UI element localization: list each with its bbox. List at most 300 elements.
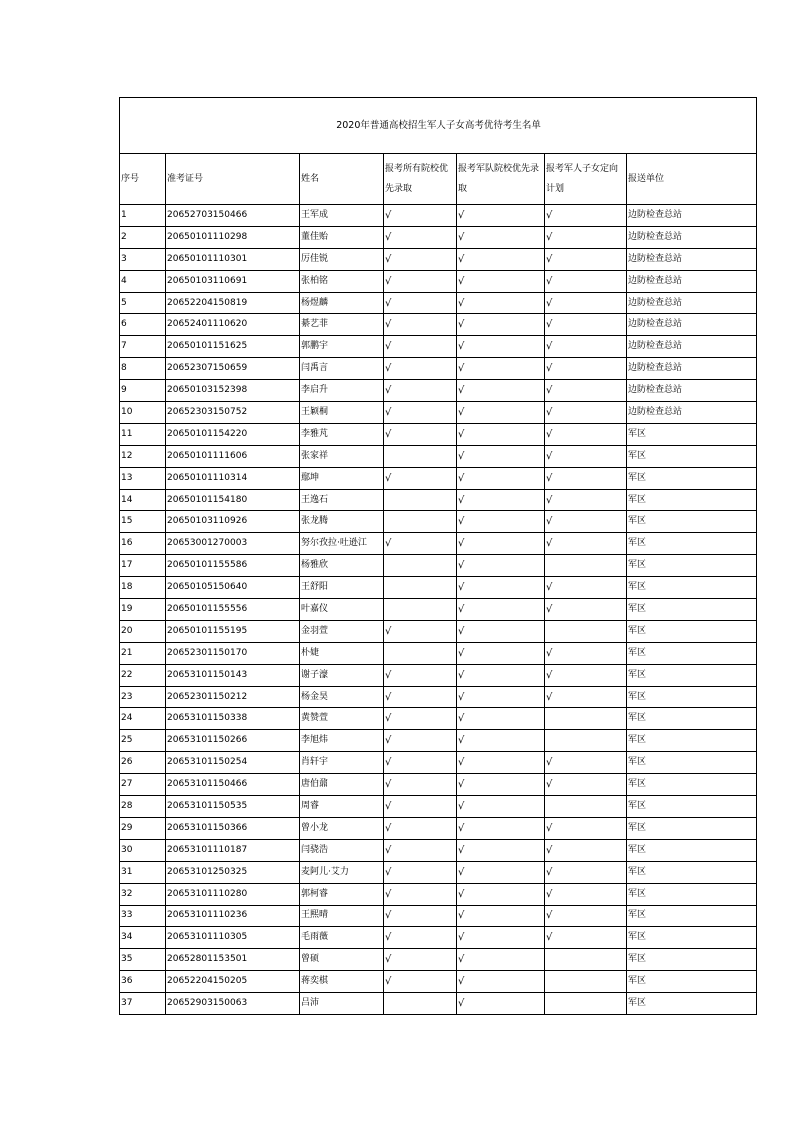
cell-all-colleges: √ [384,927,457,949]
table-row [120,993,757,1015]
cell-unit: 军区 [627,599,757,621]
cell-directed-plan: √ [545,883,627,905]
cell-name: 吕沛 [300,993,384,1015]
cell-no: 32 [120,883,166,905]
cell-unit: 军区 [627,511,757,533]
cell-exam-id: 20652204150819 [166,292,300,314]
table-row [120,839,757,861]
cell-exam-id: 20650103152398 [166,380,300,402]
table-row [120,445,757,467]
cell-all-colleges: √ [384,358,457,380]
cell-unit: 军区 [627,774,757,796]
table-row [120,686,757,708]
cell-no: 21 [120,642,166,664]
cell-unit: 军区 [627,905,757,927]
cell-unit: 军区 [627,555,757,577]
cell-military-colleges: √ [457,774,545,796]
cell-all-colleges: √ [384,292,457,314]
cell-name: 李雅芃 [300,423,384,445]
table-row [120,730,757,752]
cell-name: 金羽萱 [300,620,384,642]
cell-exam-id: 20653101110187 [166,839,300,861]
header-all-colleges: 报考所有院校优先录取 [384,154,457,205]
cell-name: 王熙晴 [300,905,384,927]
cell-military-colleges: √ [457,423,545,445]
table-row [120,467,757,489]
cell-directed-plan: √ [545,358,627,380]
cell-military-colleges: √ [457,796,545,818]
table-row [120,861,757,883]
cell-no: 35 [120,949,166,971]
cell-exam-id: 20650101110298 [166,226,300,248]
cell-exam-id: 20650101155195 [166,620,300,642]
cell-unit: 军区 [627,686,757,708]
cell-no: 1 [120,205,166,227]
header-row [120,154,757,205]
cell-directed-plan [545,949,627,971]
cell-no: 22 [120,664,166,686]
cell-unit: 军区 [627,883,757,905]
cell-unit: 军区 [627,730,757,752]
cell-all-colleges [384,489,457,511]
cell-name: 綦艺菲 [300,314,384,336]
cell-all-colleges [384,555,457,577]
cell-directed-plan: √ [545,423,627,445]
cell-no: 11 [120,423,166,445]
cell-exam-id: 20653101110305 [166,927,300,949]
table-row [120,796,757,818]
table-row [120,817,757,839]
cell-all-colleges: √ [384,796,457,818]
table-row [120,599,757,621]
cell-unit: 军区 [627,708,757,730]
cell-name: 李旭炜 [300,730,384,752]
cell-unit: 军区 [627,796,757,818]
cell-unit: 军区 [627,642,757,664]
cell-unit: 军区 [627,752,757,774]
cell-no: 17 [120,555,166,577]
cell-all-colleges [384,993,457,1015]
cell-name: 杨雅欣 [300,555,384,577]
cell-all-colleges: √ [384,533,457,555]
cell-all-colleges: √ [384,314,457,336]
cell-all-colleges: √ [384,423,457,445]
table-row [120,336,757,358]
cell-military-colleges: √ [457,883,545,905]
cell-directed-plan: √ [545,205,627,227]
table-row [120,927,757,949]
cell-exam-id: 20653101150143 [166,664,300,686]
cell-no: 9 [120,380,166,402]
cell-name: 王舒阳 [300,577,384,599]
cell-military-colleges: √ [457,314,545,336]
cell-military-colleges: √ [457,248,545,270]
cell-unit: 边防检查总站 [627,358,757,380]
cell-all-colleges: √ [384,839,457,861]
cell-unit: 边防检查总站 [627,205,757,227]
cell-name: 张龙腾 [300,511,384,533]
cell-exam-id: 20652703150466 [166,205,300,227]
cell-directed-plan [545,620,627,642]
cell-no: 20 [120,620,166,642]
table-row [120,358,757,380]
table-row [120,402,757,424]
cell-no: 28 [120,796,166,818]
cell-military-colleges: √ [457,971,545,993]
cell-military-colleges: √ [457,686,545,708]
table-row [120,226,757,248]
cell-name: 麦阿儿·艾力 [300,861,384,883]
table-row [120,664,757,686]
cell-exam-id: 20650103110926 [166,511,300,533]
cell-military-colleges: √ [457,927,545,949]
cell-no: 18 [120,577,166,599]
cell-all-colleges: √ [384,774,457,796]
cell-all-colleges [384,445,457,467]
cell-directed-plan [545,730,627,752]
cell-exam-id: 20650101154180 [166,489,300,511]
cell-directed-plan [545,708,627,730]
header-name: 姓名 [300,154,384,205]
table-row [120,752,757,774]
table-row [120,642,757,664]
cell-directed-plan: √ [545,292,627,314]
cell-all-colleges: √ [384,752,457,774]
cell-exam-id: 20653101150366 [166,817,300,839]
cell-all-colleges: √ [384,971,457,993]
cell-name: 黄赞萱 [300,708,384,730]
cell-unit: 边防检查总站 [627,402,757,424]
cell-exam-id: 20650101111606 [166,445,300,467]
cell-unit: 军区 [627,467,757,489]
cell-exam-id: 20650103110691 [166,270,300,292]
cell-no: 23 [120,686,166,708]
table-row [120,314,757,336]
cell-exam-id: 20653101110280 [166,883,300,905]
cell-military-colleges: √ [457,817,545,839]
cell-all-colleges: √ [384,708,457,730]
cell-directed-plan: √ [545,248,627,270]
table-row [120,971,757,993]
cell-military-colleges: √ [457,511,545,533]
cell-military-colleges: √ [457,577,545,599]
cell-military-colleges: √ [457,664,545,686]
table-row [120,774,757,796]
cell-name: 杨金昊 [300,686,384,708]
cell-exam-id: 20652401110620 [166,314,300,336]
cell-no: 34 [120,927,166,949]
cell-no: 27 [120,774,166,796]
cell-unit: 军区 [627,971,757,993]
cell-name: 闫禹言 [300,358,384,380]
cell-military-colleges: √ [457,642,545,664]
cell-unit: 军区 [627,861,757,883]
cell-no: 12 [120,445,166,467]
cell-unit: 边防检查总站 [627,292,757,314]
cell-all-colleges: √ [384,817,457,839]
cell-all-colleges: √ [384,861,457,883]
cell-directed-plan: √ [545,380,627,402]
cell-military-colleges: √ [457,489,545,511]
cell-unit: 军区 [627,839,757,861]
cell-no: 5 [120,292,166,314]
table-row [120,380,757,402]
cell-name: 郭柯睿 [300,883,384,905]
cell-directed-plan: √ [545,533,627,555]
cell-name: 朴婕 [300,642,384,664]
cell-directed-plan [545,555,627,577]
cell-no: 31 [120,861,166,883]
cell-military-colleges: √ [457,292,545,314]
cell-all-colleges: √ [384,949,457,971]
document-title: 2020年普通高校招生军人子女高考优待考生名单 [120,98,757,154]
table-row [120,292,757,314]
cell-military-colleges: √ [457,555,545,577]
cell-name: 张家祥 [300,445,384,467]
table-row [120,883,757,905]
table-row [120,423,757,445]
cell-no: 33 [120,905,166,927]
cell-unit: 军区 [627,620,757,642]
cell-all-colleges [384,577,457,599]
cell-directed-plan: √ [545,402,627,424]
cell-no: 15 [120,511,166,533]
cell-military-colleges: √ [457,533,545,555]
cell-exam-id: 20653101150266 [166,730,300,752]
cell-all-colleges [384,511,457,533]
cell-name: 曾小龙 [300,817,384,839]
cell-exam-id: 20650101155556 [166,599,300,621]
cell-military-colleges: √ [457,730,545,752]
cell-directed-plan [545,993,627,1015]
cell-name: 闫骁浩 [300,839,384,861]
cell-name: 李启升 [300,380,384,402]
header-directed-plan: 报考军人子女定向计划 [545,154,627,205]
cell-name: 厉佳锐 [300,248,384,270]
cell-exam-id: 20652301150170 [166,642,300,664]
cell-military-colleges: √ [457,226,545,248]
cell-directed-plan: √ [545,467,627,489]
cell-no: 19 [120,599,166,621]
cell-military-colleges: √ [457,752,545,774]
cell-name: 董佳贻 [300,226,384,248]
cell-name: 叶嘉仪 [300,599,384,621]
cell-all-colleges: √ [384,905,457,927]
table-row [120,949,757,971]
cell-name: 鄢坤 [300,467,384,489]
cell-name: 唐伯鼐 [300,774,384,796]
cell-exam-id: 20652303150752 [166,402,300,424]
cell-exam-id: 20650101154220 [166,423,300,445]
table-row [120,489,757,511]
cell-exam-id: 20650101151625 [166,336,300,358]
table-row [120,708,757,730]
cell-directed-plan: √ [545,511,627,533]
cell-unit: 边防检查总站 [627,248,757,270]
cell-name: 王军成 [300,205,384,227]
cell-exam-id: 20650101110314 [166,467,300,489]
cell-exam-id: 20652801153501 [166,949,300,971]
cell-name: 王逸石 [300,489,384,511]
document-sheet [119,97,756,1015]
cell-military-colleges: √ [457,205,545,227]
cell-military-colleges: √ [457,380,545,402]
cell-unit: 军区 [627,664,757,686]
header-exam-id: 准考证号 [166,154,300,205]
cell-no: 4 [120,270,166,292]
cell-name: 王颖桐 [300,402,384,424]
cell-directed-plan: √ [545,664,627,686]
cell-unit: 军区 [627,489,757,511]
cell-military-colleges: √ [457,993,545,1015]
cell-exam-id: 20652307150659 [166,358,300,380]
cell-military-colleges: √ [457,861,545,883]
cell-unit: 军区 [627,927,757,949]
cell-military-colleges: √ [457,467,545,489]
cell-directed-plan: √ [545,226,627,248]
table-row [120,577,757,599]
cell-all-colleges: √ [384,664,457,686]
cell-directed-plan: √ [545,445,627,467]
header-unit: 报送单位 [627,154,757,205]
cell-no: 6 [120,314,166,336]
cell-exam-id: 20653001270003 [166,533,300,555]
cell-unit: 军区 [627,533,757,555]
cell-directed-plan: √ [545,817,627,839]
cell-all-colleges: √ [384,380,457,402]
cell-military-colleges: √ [457,620,545,642]
cell-directed-plan [545,796,627,818]
cell-military-colleges: √ [457,445,545,467]
cell-no: 13 [120,467,166,489]
cell-all-colleges: √ [384,226,457,248]
cell-no: 7 [120,336,166,358]
cell-name: 毛雨薇 [300,927,384,949]
cell-unit: 军区 [627,423,757,445]
cell-military-colleges: √ [457,336,545,358]
cell-name: 谢子濠 [300,664,384,686]
cell-military-colleges: √ [457,599,545,621]
cell-unit: 军区 [627,445,757,467]
cell-exam-id: 20650101110301 [166,248,300,270]
cell-name: 努尔孜拉·吐逊江 [300,533,384,555]
cell-directed-plan: √ [545,861,627,883]
cell-no: 37 [120,993,166,1015]
cell-all-colleges: √ [384,686,457,708]
cell-directed-plan: √ [545,686,627,708]
table-row [120,205,757,227]
table-row [120,511,757,533]
cell-all-colleges: √ [384,730,457,752]
cell-military-colleges: √ [457,949,545,971]
cell-no: 29 [120,817,166,839]
cell-unit: 边防检查总站 [627,270,757,292]
cell-exam-id: 20653101150254 [166,752,300,774]
cell-no: 16 [120,533,166,555]
cell-name: 蒋奕棋 [300,971,384,993]
cell-military-colleges: √ [457,905,545,927]
cell-exam-id: 20652301150212 [166,686,300,708]
cell-directed-plan: √ [545,336,627,358]
cell-directed-plan: √ [545,752,627,774]
cell-name: 张柏铭 [300,270,384,292]
cell-exam-id: 20653101250325 [166,861,300,883]
cell-unit: 边防检查总站 [627,226,757,248]
header-military-colleges: 报考军队院校优先录取 [457,154,545,205]
table-row [120,270,757,292]
cell-no: 2 [120,226,166,248]
cell-directed-plan [545,971,627,993]
cell-exam-id: 20653101150466 [166,774,300,796]
cell-all-colleges: √ [384,270,457,292]
cell-exam-id: 20652903150063 [166,993,300,1015]
cell-exam-id: 20650101155586 [166,555,300,577]
cell-military-colleges: √ [457,708,545,730]
title-row [120,98,757,154]
cell-all-colleges: √ [384,205,457,227]
cell-all-colleges: √ [384,883,457,905]
cell-all-colleges: √ [384,248,457,270]
cell-all-colleges [384,599,457,621]
cell-military-colleges: √ [457,270,545,292]
cell-name: 杨煜麟 [300,292,384,314]
cell-unit: 边防检查总站 [627,336,757,358]
cell-directed-plan: √ [545,905,627,927]
table-row [120,555,757,577]
cell-directed-plan: √ [545,927,627,949]
cell-no: 24 [120,708,166,730]
table-row [120,620,757,642]
cell-exam-id: 20653101110236 [166,905,300,927]
table-row [120,533,757,555]
cell-name: 郭鹏宇 [300,336,384,358]
cell-directed-plan: √ [545,642,627,664]
cell-no: 25 [120,730,166,752]
cell-no: 10 [120,402,166,424]
cell-exam-id: 20653101150338 [166,708,300,730]
cell-name: 曾硕 [300,949,384,971]
cell-unit: 军区 [627,949,757,971]
cell-directed-plan: √ [545,489,627,511]
cell-directed-plan: √ [545,314,627,336]
cell-directed-plan: √ [545,577,627,599]
cell-no: 8 [120,358,166,380]
cell-unit: 军区 [627,577,757,599]
cell-all-colleges: √ [384,467,457,489]
cell-military-colleges: √ [457,402,545,424]
cell-no: 14 [120,489,166,511]
cell-directed-plan: √ [545,270,627,292]
cell-military-colleges: √ [457,839,545,861]
cell-directed-plan: √ [545,839,627,861]
cell-unit: 边防检查总站 [627,380,757,402]
candidate-table [119,97,757,1015]
header-no: 序号 [120,154,166,205]
cell-unit: 军区 [627,817,757,839]
cell-no: 3 [120,248,166,270]
table-row [120,905,757,927]
cell-all-colleges: √ [384,620,457,642]
table-row [120,248,757,270]
cell-directed-plan: √ [545,599,627,621]
cell-unit: 军区 [627,993,757,1015]
cell-exam-id: 20653101150535 [166,796,300,818]
cell-unit: 边防检查总站 [627,314,757,336]
cell-name: 周睿 [300,796,384,818]
cell-exam-id: 20652204150205 [166,971,300,993]
cell-directed-plan: √ [545,774,627,796]
cell-all-colleges: √ [384,402,457,424]
